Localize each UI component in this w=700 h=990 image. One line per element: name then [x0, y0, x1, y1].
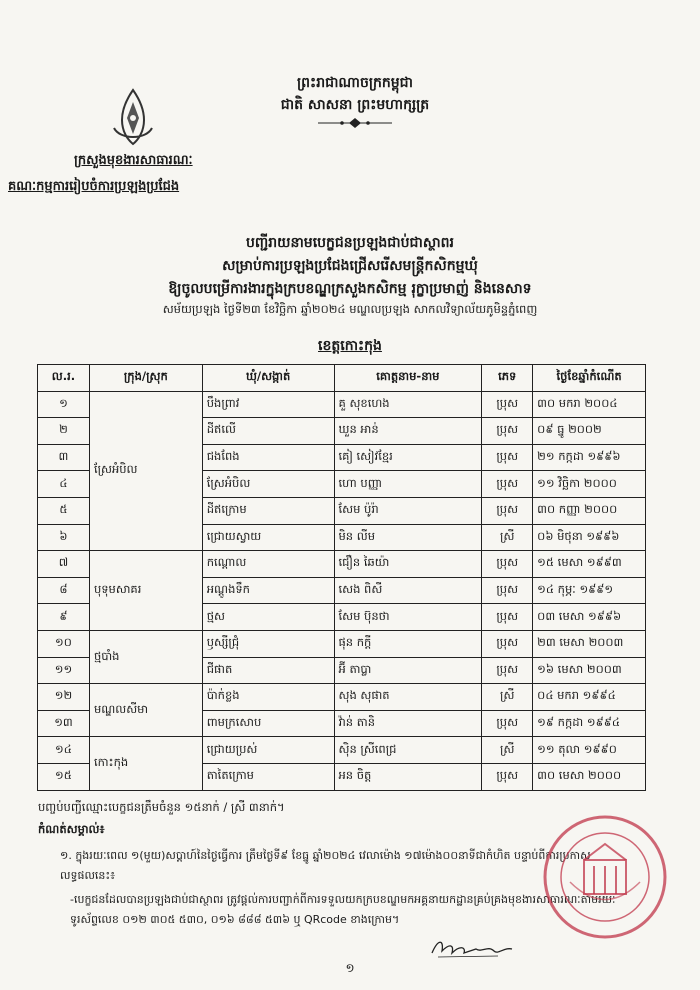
cell-dob: ១៦ មេសា ២០០៣: [533, 657, 646, 684]
cell-district: ថ្មបាំង: [89, 630, 202, 683]
cell-number: ១៥: [38, 763, 90, 790]
cell-sex: ប្រុស: [482, 391, 533, 418]
title-line-3: ឱ្យចូលបម្រើការងារក្នុងក្របខណ្ឌក្រសួងកសិកម្ម រុក្ខាប្រមាញ់ និងនេសាទ: [168, 281, 532, 297]
document-title: [60, 232, 640, 301]
cell-number: ១២: [38, 684, 90, 711]
cell-name: សែម ប៊ុនថា: [334, 604, 482, 631]
exam-session-line: សម័យប្រឡង ថ្ងៃទី២៣ ខែវិច្ឆិកា ឆ្នាំ២០២៤ មណ្ឌលប្រឡង សាកលវិទ្យាល័យភូមិន្ទភ្នំពេញ: [162, 302, 538, 316]
cell-commune: ពាមក្រសោប: [202, 710, 334, 737]
cell-dob: ១១ វិច្ឆិកា ២០០០: [533, 471, 646, 498]
cell-sex: ស្រី: [482, 524, 533, 551]
cell-district: ស្រែអំបិល: [89, 391, 202, 551]
cell-commune: បឹងព្រាវ: [202, 391, 334, 418]
cell-dob: ៣០ កញ្ញា ២០០០: [533, 497, 646, 524]
cell-commune: ជ្រោយប្រស់: [202, 737, 334, 764]
cell-commune: ថ្មស: [202, 604, 334, 631]
cell-commune: ជីផាត: [202, 657, 334, 684]
cell-dob: ៣០ មករា ២០០៤: [533, 391, 646, 418]
table-row: [38, 391, 646, 418]
page-number: ១: [345, 961, 355, 975]
cell-number: ១៤: [38, 737, 90, 764]
cell-sex: ស្រី: [482, 684, 533, 711]
ornament-divider-icon: [318, 118, 392, 128]
cell-name: គៀ សៀវខ្មែរ: [334, 444, 482, 471]
table-row: [38, 737, 646, 764]
cell-name: សែម ប៉ូរ៉ា: [334, 497, 482, 524]
cell-name: សុង សុផាត: [334, 684, 482, 711]
cell-name: គួ សុខហេង: [334, 391, 482, 418]
cell-dob: ០៩ ធ្នូ ២០០២: [533, 418, 646, 445]
header-district: ក្រុង/ស្រុក: [89, 365, 202, 392]
ministry-emblem-icon: [108, 88, 158, 148]
cell-dob: ២១ កក្កដា ១៩៩៦: [533, 444, 646, 471]
table-row: [38, 551, 646, 578]
cell-sex: ប្រុស: [482, 604, 533, 631]
cell-number: ២: [38, 418, 90, 445]
table-row: [38, 684, 646, 711]
cell-commune: ឫស្សីជ្រុំ: [202, 630, 334, 657]
cell-number: ៣: [38, 444, 90, 471]
cell-dob: ០៦ មិថុនា ១៩៩៦: [533, 524, 646, 551]
cell-name: ស៊ិន ស្រីពេជ្រ: [334, 737, 482, 764]
cell-sex: ស្រី: [482, 737, 533, 764]
ministry-name: ក្រសួងមុខងារសាធារណៈ: [74, 153, 193, 168]
cell-district: កោះកុង: [89, 737, 202, 790]
cell-number: ៦: [38, 524, 90, 551]
cell-sex: ប្រុស: [482, 657, 533, 684]
cell-name: មិន លីម: [334, 524, 482, 551]
cell-name: ហោ បញ្ញា: [334, 471, 482, 498]
cell-name: អ៊ី តាប្លា: [334, 657, 482, 684]
header-number: ល.រ.: [38, 365, 90, 392]
cell-name: ផុន កក្តី: [334, 630, 482, 657]
cell-dob: ២៣ មេសា ២០០៣: [533, 630, 646, 657]
table-body: [38, 391, 646, 790]
cell-commune: ស្រែអំបិល: [202, 471, 334, 498]
cell-number: ៨: [38, 577, 90, 604]
cell-dob: ១៥ មេសា ១៩៩៣: [533, 551, 646, 578]
note-item-1: ១. ក្នុងរយៈពេល ១(មួយ)សប្តាហ៍នៃថ្ងៃធ្វើការ ត្រឹមថ្ងៃទី៩ ខែធ្នូ ឆ្នាំ២០២៤ វេលាម៉ោង ១៧ម៉ោង០០នាទីជាកំហិត បន្ទាប់ពីការប្រកាសលទ្ធផលនេះ៖: [60, 849, 591, 882]
cell-sex: ប្រុស: [482, 444, 533, 471]
cell-number: ១៣: [38, 710, 90, 737]
signature-icon: [428, 935, 518, 961]
title-line-2: សម្រាប់ការប្រឡងប្រជែងជ្រើសរើសមន្ត្រីកសិកម្មឃុំ: [222, 258, 478, 274]
cell-commune: អណ្តូងទឹក: [202, 577, 334, 604]
cell-name: វ៉ាន់ តានិ: [334, 710, 482, 737]
header-name: គោត្តនាម-នាម: [334, 365, 482, 392]
cell-number: ១: [38, 391, 90, 418]
cell-name: ជឿន ឆៃយ៉ា: [334, 551, 482, 578]
header-dob: ថ្ងៃខែឆ្នាំកំណើត: [533, 365, 646, 392]
cell-number: ៤: [38, 471, 90, 498]
cell-number: ៩: [38, 604, 90, 631]
kingdom-line-1: ព្រះរាជាណាចក្រកម្ពុជា: [296, 75, 413, 91]
cell-number: ១១: [38, 657, 90, 684]
table-row: [38, 630, 646, 657]
cell-district: បុទុមសាគរ: [89, 551, 202, 631]
cell-sex: ប្រុស: [482, 418, 533, 445]
cell-sex: ប្រុស: [482, 577, 533, 604]
note-item-2: -បេក្ខជនដែលបានប្រឡងជាប់ជាស្ថាពរ ត្រូវផ្តល់ការបញ្ជាក់ពីការទទួលយកក្របខណ្ឌមកអគ្គនាយកដ្ឋានគ្រប់គ្រងមុខងារសាធារណៈតាមរយៈទូរស័ព្ទលេខ ០១២ ៣០៥ ៥៣០, ០១៦ ៨៨៨ ៥៣៦ ឬ QRcode ខាងក្រោម។: [70, 893, 616, 926]
cell-commune: តាតៃក្រោម: [202, 763, 334, 790]
cell-commune: ដីឥលើ: [202, 418, 334, 445]
cell-name: សេង ពិសី: [334, 577, 482, 604]
cell-dob: ១១ តុលា ១៩៩០: [533, 737, 646, 764]
cell-sex: ប្រុស: [482, 630, 533, 657]
notes-heading: កំណត់សម្គាល់៖: [38, 822, 105, 836]
cell-commune: ប៉ាក់ខ្លង: [202, 684, 334, 711]
title-line-1: បញ្ជីរាយនាមបេក្ខជនប្រឡងជាប់ជាស្ថាពរ: [246, 235, 454, 251]
cell-sex: ប្រុស: [482, 763, 533, 790]
cell-number: ៧: [38, 551, 90, 578]
kingdom-line-2: ជាតិ សាសនា ព្រះមហាក្សត្រ: [280, 97, 430, 113]
cell-commune: ជ្រោយស្វាយ: [202, 524, 334, 551]
cell-dob: ០៤ មករា ១៩៩៤: [533, 684, 646, 711]
committee-name: គណៈកម្មការរៀបចំការប្រឡងប្រជែង: [8, 179, 180, 194]
kingdom-heading: [240, 72, 470, 116]
cell-sex: ប្រុស: [482, 471, 533, 498]
cell-name: ឃួន អាន់: [334, 418, 482, 445]
cell-name: អន ចិត្ត: [334, 763, 482, 790]
cell-sex: ប្រុស: [482, 551, 533, 578]
cell-dob: ១៩ កក្កដា ១៩៩៤: [533, 710, 646, 737]
cell-number: ១០: [38, 630, 90, 657]
cell-commune: កណ្តោល: [202, 551, 334, 578]
cell-dob: ១៤ កុម្ភៈ ១៩៩១: [533, 577, 646, 604]
table-header-row: [38, 365, 646, 392]
summary-line: បញ្ចប់បញ្ជីឈ្មោះបេក្ខជនត្រឹមចំនួន ១៥នាក់ / ស្រី ៣នាក់។: [38, 800, 285, 814]
province-heading: ខេត្តកោះកុង: [318, 338, 382, 354]
cell-commune: ដីឥក្រោម: [202, 497, 334, 524]
header-sex: ភេទ: [482, 365, 533, 392]
cell-sex: ប្រុស: [482, 497, 533, 524]
cell-commune: ជងពែង: [202, 444, 334, 471]
cell-sex: ប្រុស: [482, 710, 533, 737]
cell-dob: ៣០ មេសា ២០០០: [533, 763, 646, 790]
header-commune: ឃុំ/សង្កាត់: [202, 365, 334, 392]
cell-number: ៥: [38, 497, 90, 524]
official-stamp-icon: [540, 812, 670, 942]
results-table: [37, 364, 646, 791]
cell-dob: ០៣ មេសា ១៩៩៦: [533, 604, 646, 631]
cell-district: មណ្ឌលសីមា: [89, 684, 202, 737]
